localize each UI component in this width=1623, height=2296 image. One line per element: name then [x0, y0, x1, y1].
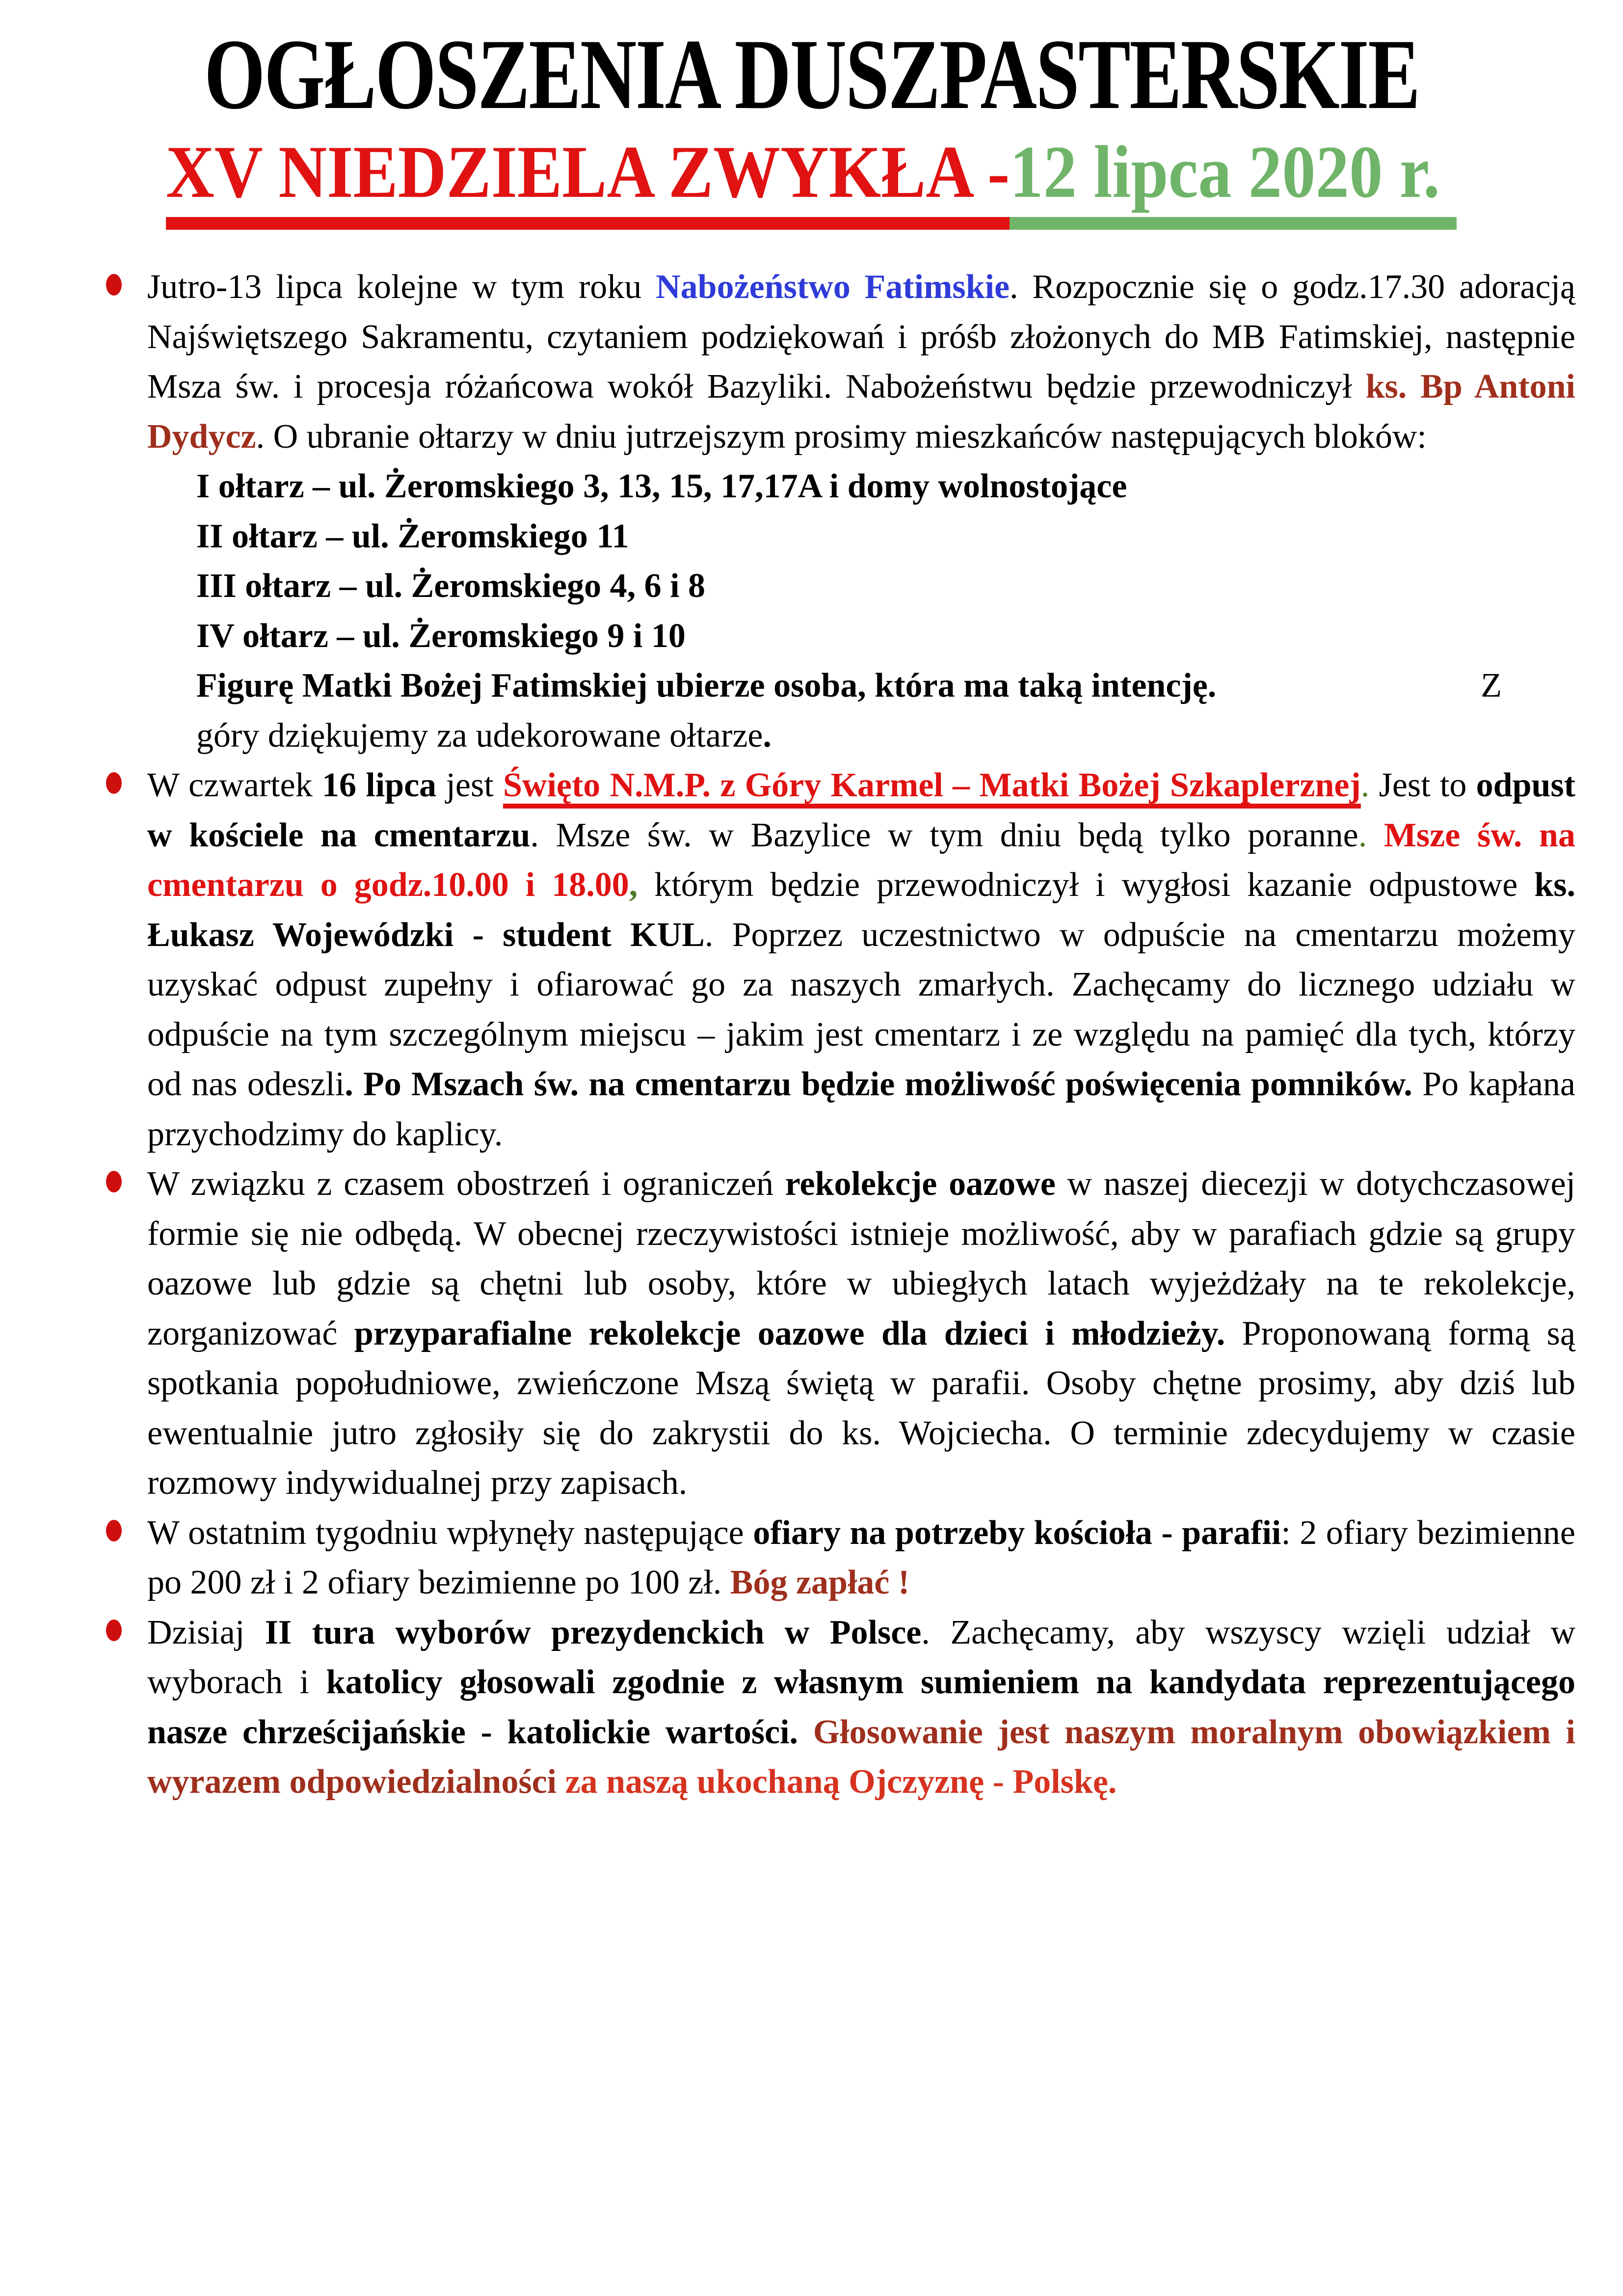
bullet-item: [147, 760, 1575, 1159]
text-run: którym będzie przewodniczył i wygłosi kazanie odpustowe: [638, 866, 1535, 904]
text-run: Święto N.M.P. z Góry Karmel – Matki Bożej Szkaplerznej: [503, 766, 1361, 805]
text-run: . Poprzez uczestnictwo w odpuście na cmentarzu możemy uzyskać odpust zupełny i ofiarować go za naszych zmarłych. Zachęcamy do licznego udziału w odpuście na tym szczególnym miejscu – jakim jest cmentarz i ze względu na pamięć dla tych, którzy od nas odeszli: [147, 916, 1575, 1104]
text-run: odpust w kościele na cmentarzu: [147, 766, 1575, 854]
text-run: Głosowanie jest naszym moralnym obowiązkiem i wyrazem odpowiedzialności: [147, 1713, 1575, 1801]
text-run: Jutro-13 lipca kolejne w tym roku: [147, 268, 656, 306]
bullet-paragraph: [147, 1508, 1575, 1608]
page-subtitle-row: [0, 131, 1623, 230]
text-run: ks. Łukasz Wojewódzki - student KUL: [147, 866, 1575, 954]
text-run: .: [1358, 816, 1367, 854]
altar-line: [196, 711, 1575, 761]
bullet-item: [147, 262, 1575, 760]
altar-line: [196, 611, 1575, 661]
altar-lines: [196, 461, 1575, 760]
text-run: I ołtarz – ul. Żeromskiego 3, 13, 15, 17,17A i domy wolnostojące: [196, 467, 1127, 506]
text-run: [1367, 816, 1384, 854]
text-run: rekolekcje oazowe: [785, 1165, 1056, 1203]
bullet-paragraph: [147, 1159, 1575, 1508]
text-run: W czwartek: [147, 766, 322, 805]
text-run: góry dziękujemy za udekorowane ołtarze: [196, 716, 763, 755]
page-title: OGŁOSZENIA DUSZPASTERSKIE: [204, 19, 1419, 130]
text-run: . Msze św. w Bazylice w tym dniu będą tylko poranne: [530, 816, 1358, 854]
text-run: jest: [436, 766, 503, 805]
line-end-text: [1481, 661, 1502, 711]
text-run: Jest to: [1369, 766, 1476, 805]
text-run: : 2 ofiary bezimienne po 200 zł i 2 ofiary bezimienne po 100 zł.: [147, 1513, 1575, 1602]
text-run: W związku z czasem obostrzeń i ograniczeń: [147, 1165, 785, 1203]
altar-line-text: [196, 567, 705, 605]
page-subtitle: [166, 131, 1457, 230]
text-run: Bóg zapłać !: [730, 1564, 910, 1602]
altar-line-text: [196, 517, 629, 555]
altar-line-text: [196, 661, 1216, 711]
text-run: 16 lipca: [321, 766, 437, 805]
text-run: II tura wyborów prezydenckich w Polsce: [265, 1613, 922, 1651]
text-run: Msze św. na cmentarzu o godz.10.00 i 18.00: [147, 816, 1575, 904]
text-run: katolicy głosowali zgodnie z własnym sumieniem na kandydata reprezentującego nasze chrześcijańskie - katolickie wartości.: [147, 1663, 1575, 1751]
bullet-paragraph: [147, 1608, 1575, 1807]
text-run: . O ubranie ołtarzy w dniu jutrzejszym prosimy mieszkańców następujących bloków:: [256, 417, 1427, 456]
bullet-dot-icon: [106, 1620, 122, 1641]
text-run: Nabożeństwo Fatimskie: [656, 268, 1010, 306]
altar-line-text: [196, 617, 686, 655]
text-run: W ostatnim tygodniu wpłynęły następujące: [147, 1513, 753, 1552]
page-title-row: [0, 19, 1623, 130]
text-run: Po kapłana przychodzimy do kaplicy.: [147, 1065, 1575, 1153]
text-run: ofiary na potrzeby kościoła - parafii: [753, 1513, 1281, 1552]
text-run: ,: [629, 866, 638, 904]
altar-line: [196, 661, 1575, 711]
bullet-dot-icon: [106, 274, 122, 296]
text-run: Z: [1481, 667, 1502, 705]
subtitle-date: 12 lipca 2020 r.: [1010, 131, 1457, 230]
bullet-paragraph: [147, 262, 1575, 461]
text-run: III ołtarz – ul. Żeromskiego 4, 6 i 8: [196, 567, 706, 605]
altar-line: [196, 512, 1575, 562]
text-run: przyparafialne rekolekcje oazowe dla dzieci i młodzieży.: [354, 1314, 1225, 1352]
text-run: . Po Mszach św. na cmentarzu będzie możliwość poświęcenia pomników.: [345, 1065, 1412, 1104]
altar-line-text: [196, 467, 1127, 505]
bullet-item: [147, 1159, 1575, 1508]
text-run: Proponowaną formą są spotkania popołudniowe, zwieńczone Mszą świętą w parafii. Osoby chętne prosimy, aby dziś lub ewentualnie jutro zgłosiły się do zakrystii do ks. Wojciecha. O terminie zdecydujemy w czasie rozmowy indywidualnej przy zapisach.: [147, 1314, 1575, 1502]
text-run: .: [1360, 766, 1370, 805]
text-run: [798, 1713, 813, 1751]
altar-line-text: [196, 717, 772, 755]
text-run: w naszej diecezji w dotychczasowej formie się nie odbędą. W obecnej rzeczywistości istnieje możliwość, aby w parafiach gdzie są grupy oazowe lub gdzie są chętni lub osoby, które w ubiegłych latach wyjeżdżały na te rekolekcje, zorganizować: [147, 1165, 1575, 1352]
altar-line: [196, 561, 1575, 611]
text-run: IV ołtarz – ul. Żeromskiego 9 i 10: [196, 617, 686, 655]
subtitle-feast-name: XV NIEDZIELA ZWYKŁA -: [166, 131, 1010, 230]
text-run: .: [763, 716, 772, 755]
bullet-dot-icon: [106, 772, 122, 794]
text-run: za naszą ukochaną Ojczyznę - Polskę.: [565, 1763, 1117, 1801]
text-run: . Rozpocznie się o godz.17.30 adoracją Najświętszego Sakramentu, czytaniem podziękowań i próśb złożonych do MB Fatimskiej, następnie Msza św. i procesja różańcowa wokół Bazyliki. Nabożeństwu będzie przewodniczył: [147, 268, 1575, 406]
bullet-dot-icon: [106, 1171, 122, 1192]
text-run: Dzisiaj: [147, 1613, 265, 1651]
text-run: ks. Bp Antoni Dydycz: [147, 368, 1576, 456]
text-run: . Zachęcamy, aby wszyscy wzięli udział w wyborach i: [147, 1613, 1576, 1702]
text-run: II ołtarz – ul. Żeromskiego 11: [196, 517, 629, 555]
altar-line: [196, 461, 1575, 512]
text-run: Figurę Matki Bożej Fatimskiej ubierze osoba, która ma taką intencję.: [196, 667, 1217, 705]
bullet-item: [147, 1508, 1575, 1608]
bullet-paragraph: [147, 760, 1575, 1159]
bullet-item: [147, 1608, 1575, 1807]
bullet-dot-icon: [106, 1520, 122, 1541]
bullet-list: [147, 262, 1575, 1807]
